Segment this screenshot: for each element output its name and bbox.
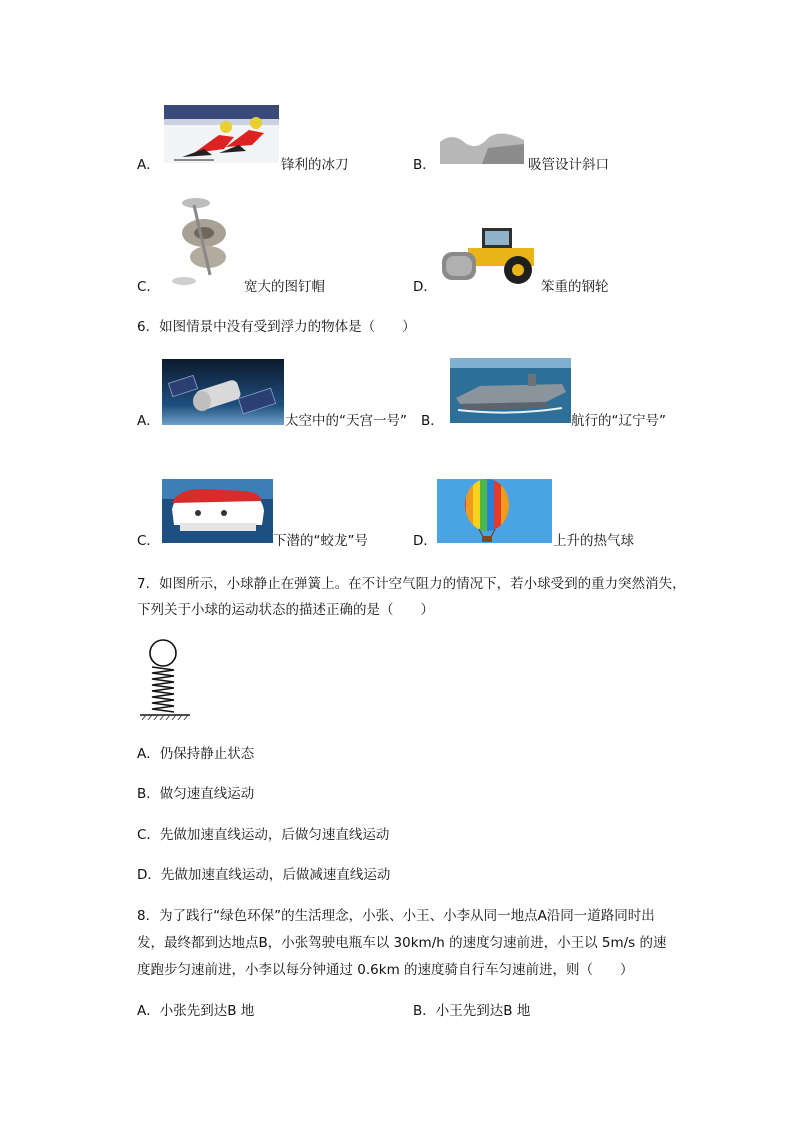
q7-option-d: D．先做加速直线运动，后做减速直线运动 [137, 867, 391, 883]
ball-on-spring-figure [138, 637, 192, 721]
hot-air-balloon-image [437, 479, 552, 543]
straw-image [438, 128, 526, 166]
q7-option-a: A．仍保持静止状态 [137, 746, 255, 762]
thumbtack-image [164, 195, 242, 287]
submersible-image [162, 479, 273, 543]
q6-option-c-letter: C． [137, 533, 160, 549]
space-station-image [162, 359, 284, 425]
q7-stem-line-2: 下列关于小球的运动状态的描述正确的是（ ） [137, 602, 434, 618]
q5-option-c-text: 宽大的图钉帽 [244, 279, 325, 295]
q6-option-b-letter: B． [421, 413, 444, 429]
q5-option-b-text: 吸管设计斜口 [528, 157, 609, 173]
q5-option-b-letter: B． [413, 157, 436, 173]
q5-option-a-text: 锋利的冰刀 [281, 157, 349, 173]
aircraft-carrier-image [450, 358, 571, 423]
q6-option-a-text: 太空中的“天宫一号” [285, 413, 407, 429]
q8-stem-line-2: 发，最终都到达地点B，小张驾驶电瓶车以 30km/h 的速度匀速前进，小王以 5m/s 的速 [137, 935, 667, 951]
q7-stem-line-1: 7．如图所示，小球静止在弹簧上。在不计空气阻力的情况下，若小球受到的重力突然消失， [137, 576, 686, 592]
q8-option-b: B．小王先到达B 地 [413, 1003, 531, 1019]
q5-option-a-letter: A． [137, 157, 160, 173]
q6-option-d-letter: D． [413, 533, 437, 549]
q6-stem: 6．如图情景中没有受到浮力的物体是（ ） [137, 319, 416, 335]
q7-option-b: B．做匀速直线运动 [137, 786, 255, 802]
q5-option-d-letter: D． [413, 279, 437, 295]
road-roller-image [438, 222, 541, 286]
q6-option-d-text: 上升的热气球 [553, 533, 634, 549]
speed-skaters-image [164, 105, 279, 163]
q6-option-a-letter: A． [137, 413, 160, 429]
q8-stem-line-1: 8．为了践行“绿色环保”的生活理念，小张、小王、小李从同一地点A沿同一道路同时出 [137, 908, 655, 924]
q6-option-c-text: 下潜的“蛟龙”号 [273, 533, 368, 549]
q5-option-c-letter: C． [137, 279, 160, 295]
q6-option-b-text: 航行的“辽宁号” [571, 413, 666, 429]
q7-option-c: C．先做加速直线运动，后做匀速直线运动 [137, 827, 390, 843]
q8-option-a: A．小张先到达B 地 [137, 1003, 255, 1019]
q5-option-d-text: 笨重的钢轮 [541, 279, 609, 295]
q8-stem-line-3: 度跑步匀速前进，小李以每分钟通过 0.6km 的速度骑自行车匀速前进，则（ ） [137, 962, 634, 978]
